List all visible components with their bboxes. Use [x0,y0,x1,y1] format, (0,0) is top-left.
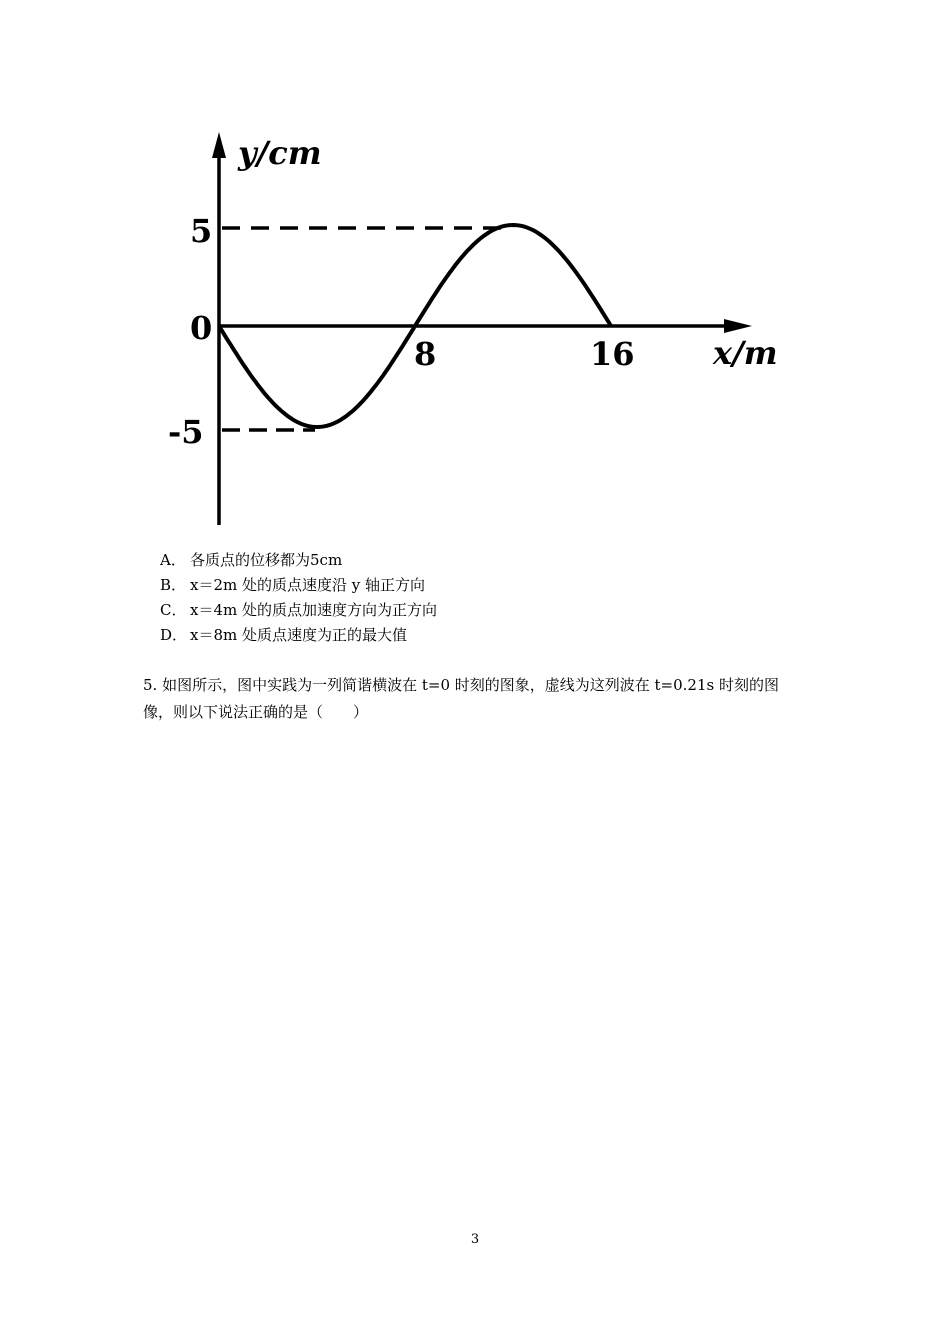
option-text: x＝2m 处的质点速度沿 y 轴正方向 [190,576,426,594]
x-tick-16: 16 [590,335,635,373]
answer-options [160,548,437,648]
option-text: x＝4m 处的质点加速度方向为正方向 [190,601,437,619]
wave-graph [150,120,810,540]
option-letter: A． [160,551,186,569]
wave-graph-figure [150,120,810,540]
option-b [160,573,437,598]
page-number: 3 [470,1232,480,1247]
question-line-1: 5. 如图所示，图中实践为一列简谐横波在 t=0 时刻的图象，虚线为这列波在 t=0.21s 时刻的图 [143,676,779,694]
y-axis-arrow-icon [212,132,226,158]
x-tick-8: 8 [414,335,437,373]
option-d [160,623,437,648]
y-tick-minus5: -5 [168,413,204,451]
option-a [160,548,437,573]
option-letter: B． [160,576,187,594]
option-c [160,598,437,623]
option-text: 各质点的位移都为5cm [190,551,343,569]
y-tick-0: 0 [190,309,213,347]
question-line-2: 像，则以下说法正确的是（ ） [143,703,369,721]
option-text: x＝8m 处质点速度为正的最大值 [190,626,407,644]
x-axis-label: x/m [713,334,778,372]
option-letter: C． [160,601,187,619]
option-letter: D． [160,626,188,644]
x-axis-arrow-icon [724,319,752,333]
question-5 [143,672,813,726]
y-tick-5: 5 [190,212,213,250]
y-axis-label: y/cm [238,134,322,172]
